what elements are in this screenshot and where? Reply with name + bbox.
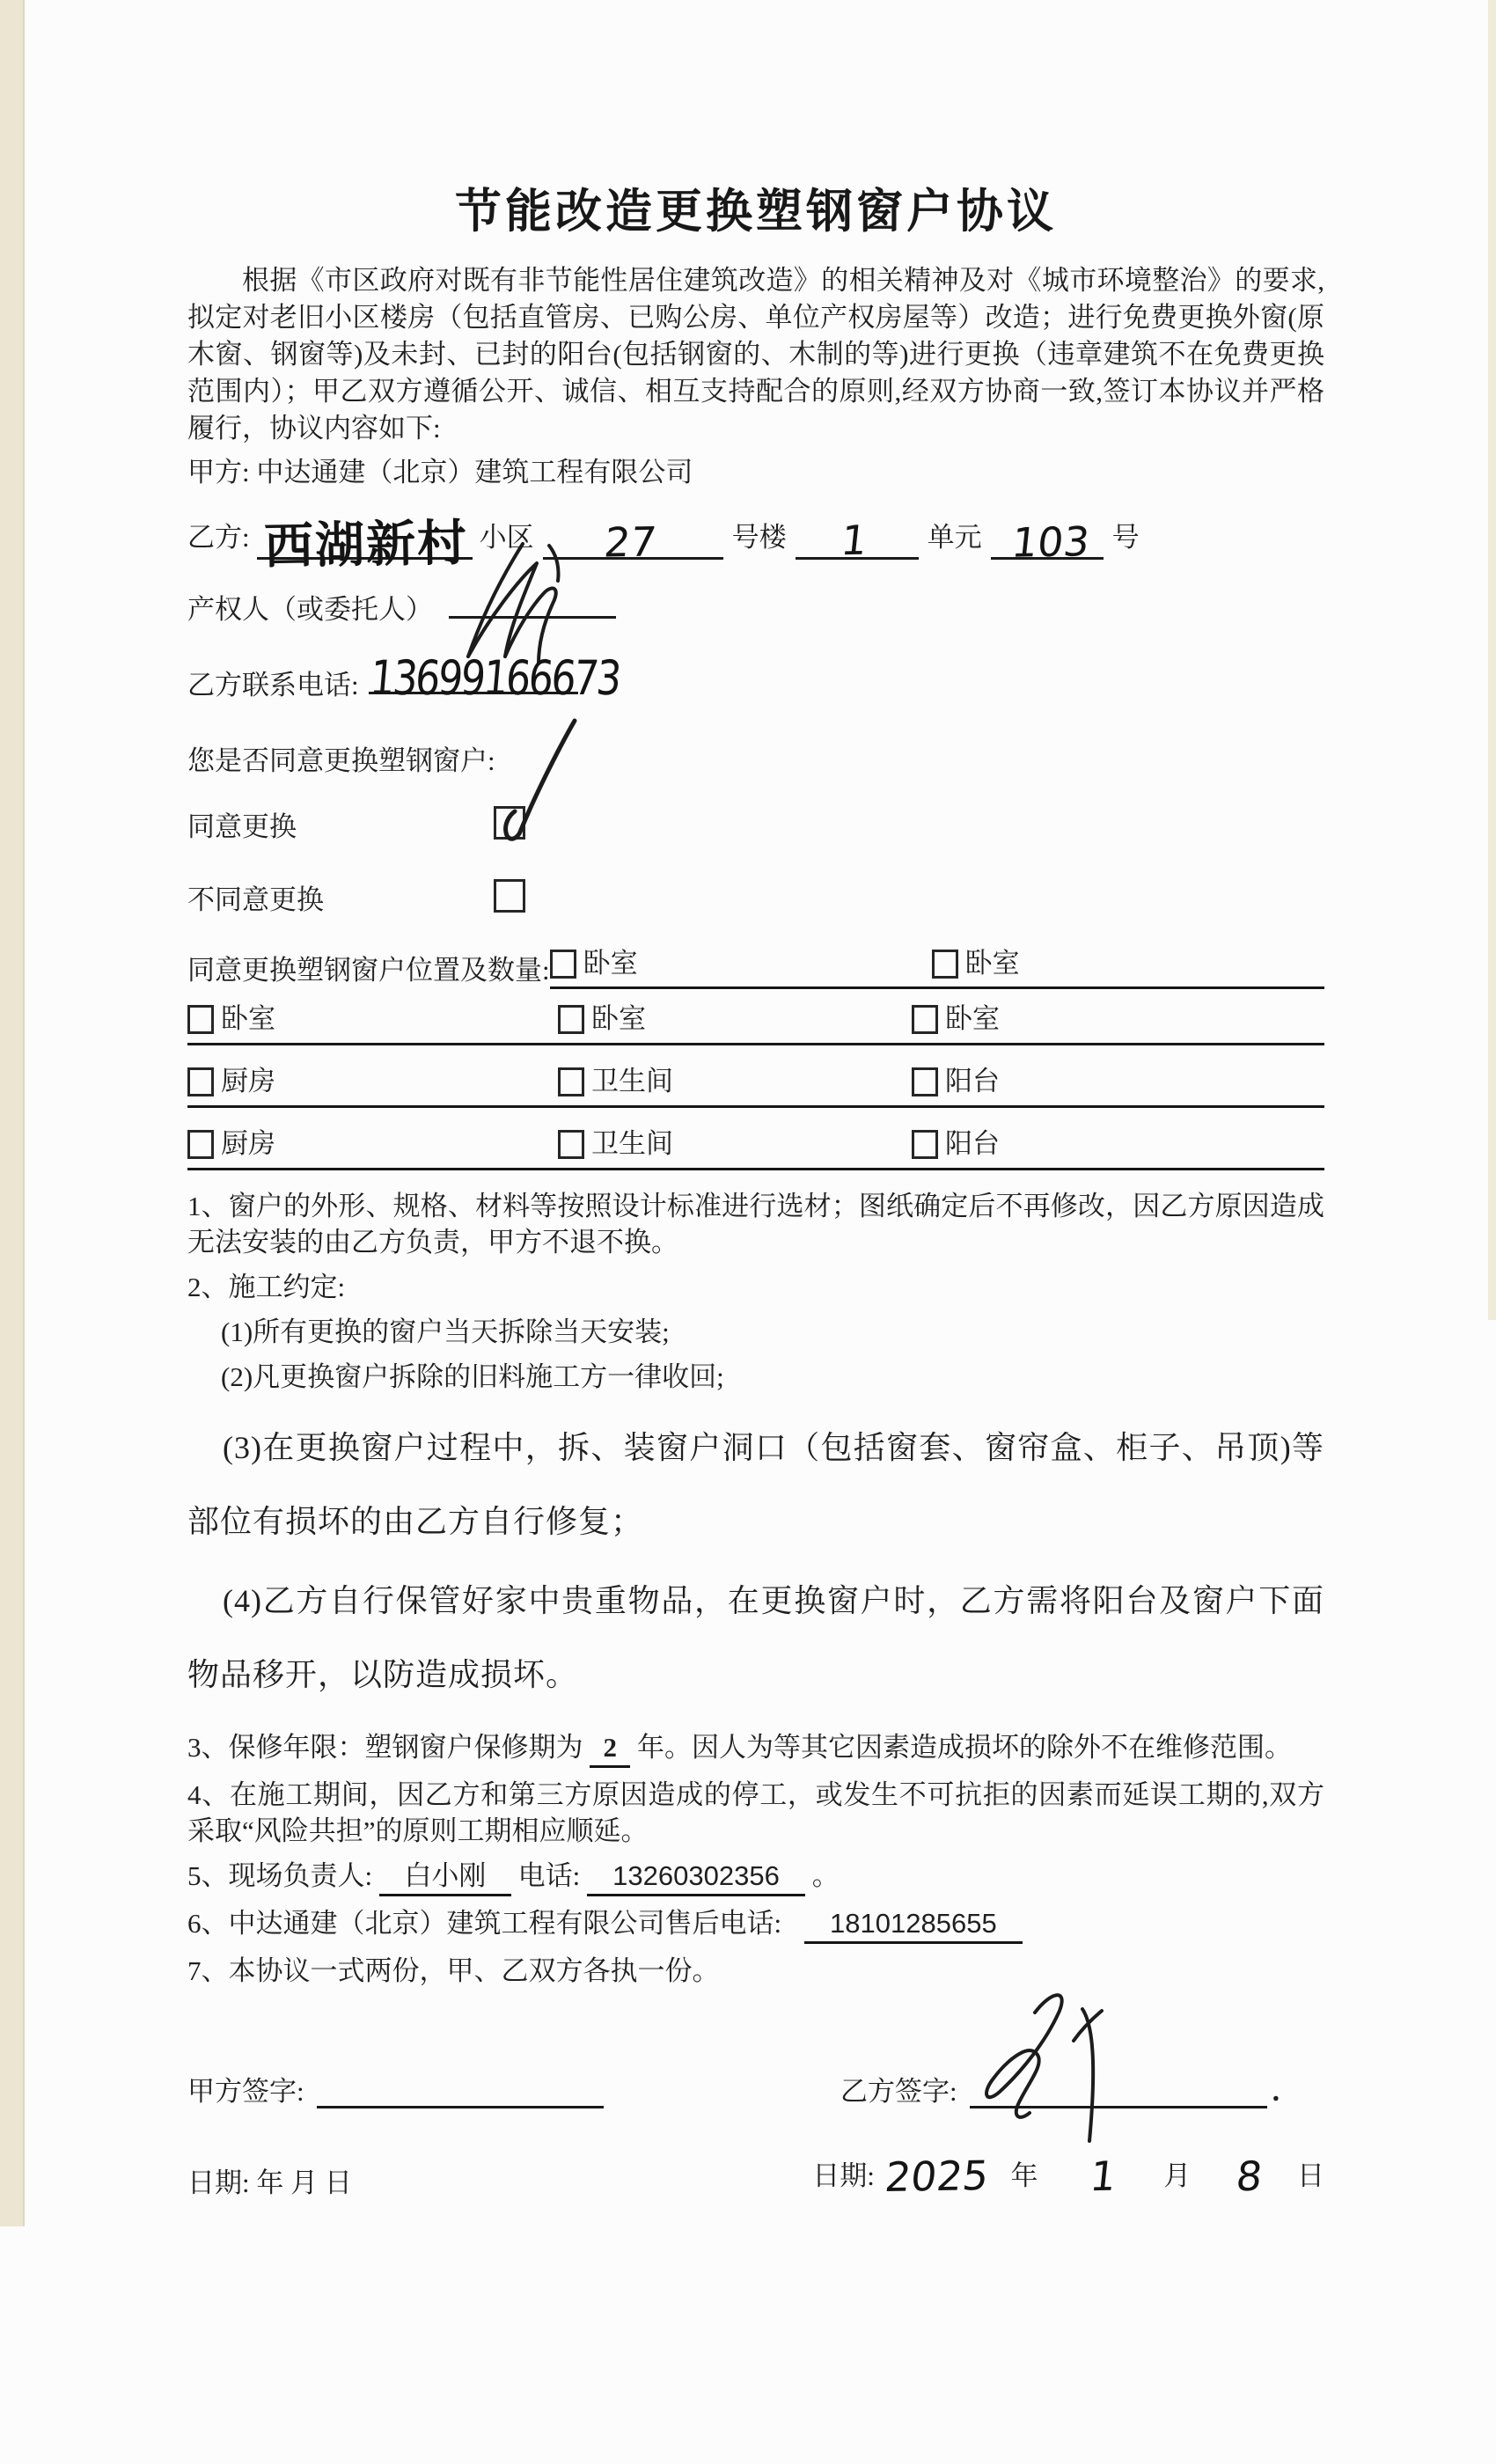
party-a-line — [187, 454, 1324, 491]
location-checkbox — [912, 1067, 938, 1096]
party-a-signature-label: 甲方签字: — [187, 2076, 304, 2107]
document-title: 节能改造更换塑钢窗户协议 — [455, 186, 1057, 238]
phone-line — [187, 648, 1324, 704]
location-checkbox — [558, 1005, 584, 1034]
location-cell — [912, 1001, 1324, 1038]
location-cell-label: 阳台 — [945, 1066, 1000, 1096]
location-cell-label: 厨房 — [221, 1128, 275, 1159]
clause-2-3: (3)在更换窗户过程中，拆、装窗户洞口（包括窗套、窗帘盒、柜子、吊顶)等部位有损坏的由乙方自行修复； — [187, 1430, 1324, 1539]
signature-row — [187, 2070, 1324, 2108]
clause-2-1: (1)所有更换的窗户当天拆除当天安装; — [221, 1316, 670, 1347]
year-char: 年 — [1010, 2160, 1038, 2191]
agree-checkmark — [484, 715, 581, 847]
party-b-line — [187, 498, 1324, 576]
owner-line — [187, 581, 1324, 628]
party-b-signature-label: 乙方签字: — [840, 2076, 957, 2107]
clause-1: 1、窗户的外形、规格、材料等按照设计标准进行选材；图纸确定后不再修改，因乙方原因造成无法安装的由乙方负责，甲方不退不换。 — [187, 1191, 1324, 1258]
location-checkbox — [550, 950, 576, 979]
unit-no-handwriting: 1 — [838, 516, 869, 565]
party-a-date-label: 日期: — [187, 2167, 250, 2198]
party-a-signature-field — [317, 2074, 604, 2108]
clause-7: 7、本协议一式两份，甲、乙双方各执一份。 — [187, 1955, 720, 1986]
party-a-value: 中达通建（北京）建筑工程有限公司 — [256, 457, 693, 488]
unit-suffix: 单元 — [927, 522, 982, 553]
party-b-signature-field — [970, 2074, 1267, 2108]
month-char: 月 — [290, 2167, 319, 2198]
party-b-signature-period: . — [1272, 2075, 1280, 2108]
agree-checkbox — [494, 806, 525, 840]
party-b-date-day-handwriting: 8 — [1234, 2152, 1265, 2201]
clause-6-prefix: 6、中达通建（北京）建筑工程有限公司售后电话: — [187, 1908, 782, 1939]
building-no-handwriting: 27 — [601, 517, 659, 567]
owner-signature-field — [449, 581, 616, 619]
location-checkbox — [912, 1005, 938, 1034]
locations-label: 同意更换塑钢窗户位置及数量: — [187, 955, 550, 986]
location-cell-label: 卧室 — [945, 1003, 1000, 1034]
party-b-date-block — [812, 2152, 1324, 2200]
clause-2: 2、施工约定: — [187, 1272, 346, 1302]
month-char: 月 — [1163, 2160, 1192, 2191]
year-char: 年 — [256, 2167, 284, 2198]
clause-5-suffix: 。 — [811, 1860, 840, 1891]
clause-5 — [187, 1858, 1324, 1896]
location-cell-label: 卧室 — [583, 948, 638, 979]
location-checkbox — [558, 1067, 584, 1096]
phone-handwriting: 13699166673 — [368, 650, 622, 706]
location-checkbox — [187, 1130, 214, 1159]
locations-row-2 — [187, 1063, 1324, 1108]
location-cell — [550, 945, 932, 982]
location-cell — [912, 1126, 1324, 1162]
community-name-handwriting: 西湖新村 — [263, 514, 469, 576]
location-cell — [187, 1063, 558, 1100]
aftersales-phone: 18101285655 — [804, 1905, 1023, 1944]
day-char: 日 — [324, 2167, 352, 2198]
day-char: 日 — [1297, 2160, 1324, 2191]
locations-header-cells — [550, 945, 1324, 989]
room-no-handwriting: 103 — [1008, 517, 1092, 567]
party-b-date-year-handwriting: 2025 — [882, 2151, 991, 2202]
party-b-signature-block — [840, 2070, 1324, 2108]
site-manager-name: 白小刚 — [379, 1858, 511, 1896]
location-cell — [558, 1001, 912, 1038]
unit-no-field — [796, 513, 919, 565]
room-no-field — [991, 513, 1104, 567]
scanner-edge-right — [1488, 0, 1496, 1320]
scanner-edge-left — [0, 0, 25, 2226]
building-suffix: 号楼 — [731, 522, 787, 553]
community-suffix: 小区 — [479, 522, 534, 553]
location-checkbox — [558, 1130, 584, 1159]
party-b-label: 乙方: — [187, 522, 250, 553]
location-cell-label: 厨房 — [221, 1066, 275, 1096]
clause-2-2: (2)凡更换窗户拆除的旧料施工方一律收回; — [221, 1361, 724, 1392]
agree-row — [187, 806, 1324, 846]
clause-6 — [187, 1905, 1324, 1944]
location-cell — [932, 945, 1020, 982]
location-cell-label: 阳台 — [945, 1128, 1000, 1159]
location-cell-label: 卧室 — [221, 1003, 275, 1034]
location-cell-label: 卫生间 — [591, 1128, 673, 1159]
phone-label: 乙方联系电话: — [187, 670, 359, 700]
location-checkbox — [187, 1067, 214, 1096]
location-cell — [558, 1063, 912, 1100]
location-cell-label: 卧室 — [591, 1003, 646, 1034]
location-checkbox — [912, 1130, 938, 1159]
location-cell — [558, 1126, 912, 1162]
intro-paragraph: 根据《市区政府对既有非节能性居住建筑改造》的相关精神及对《城市环境整治》的要求,拟定对老旧小区楼房（包括直管房、已购公房、单位产权房屋等）改造；进行免费更换外窗(原木窗、钢窗等)及未封、已封的阳台(包括钢窗的、木制的等)进行更换（违章建筑不在免费更换范围内）；甲乙双方遵循公开、诚信、相互支持配合的原则,经双方协商一致,签订本协议并严格履行，协议内容如下: — [187, 265, 1324, 444]
agree-label: 同意更换 — [187, 811, 297, 842]
room-suffix: 号 — [1111, 522, 1140, 553]
locations-row-3 — [187, 1126, 1324, 1170]
phone-field — [368, 648, 622, 706]
location-cell — [187, 1001, 558, 1038]
site-manager-phone: 13260302356 — [587, 1858, 805, 1896]
clause-5-prefix: 5、现场负责人: — [187, 1860, 373, 1891]
party-b-date-month-handwriting: 1 — [1088, 2152, 1119, 2201]
date-row — [187, 2149, 1324, 2200]
disagree-checkbox — [494, 879, 525, 913]
document-content — [187, 0, 1324, 2200]
location-checkbox — [932, 950, 958, 979]
clause-3-prefix: 3、保修年限：塑钢窗户保修期为 — [187, 1732, 583, 1763]
clause-4: 4、在施工期间，因乙方和第三方原因造成的停工，或发生不可抗拒的因素而延误工期的,双方采取“风险共担”的原则工期相应顺延。 — [187, 1779, 1324, 1846]
location-cell — [912, 1063, 1324, 1100]
party-a-signature-block — [187, 2070, 840, 2108]
party-b-date-label: 日期: — [812, 2160, 875, 2191]
clause-3 — [187, 1729, 1324, 1768]
locations-row-1 — [187, 1001, 1324, 1045]
location-cell-label: 卫生间 — [591, 1066, 673, 1096]
locations-header-row — [187, 945, 1324, 989]
consent-question: 您是否同意更换塑钢窗户: — [187, 745, 495, 776]
location-cell-label: 卧室 — [964, 948, 1020, 979]
party-a-date-block — [187, 2160, 812, 2200]
disagree-label: 不同意更换 — [187, 884, 324, 915]
location-checkbox — [187, 1005, 214, 1034]
clause-5-tel-label: 电话: — [517, 1860, 581, 1891]
owner-label: 产权人（或委托人） — [187, 594, 433, 625]
warranty-years-value: 2 — [590, 1729, 630, 1768]
disagree-row — [187, 879, 1324, 919]
location-cell — [187, 1126, 558, 1162]
party-a-label: 甲方: — [187, 457, 250, 488]
clause-2-4: (4)乙方自行保管好家中贵重物品，在更换窗户时，乙方需将阳台及窗户下面物品移开，以防造成损坏。 — [187, 1583, 1324, 1692]
party-b-signature-scribble — [943, 1986, 1172, 2145]
clause-3-suffix: 年。因人为等其它因素造成损坏的除外不在维修范围。 — [637, 1732, 1292, 1763]
